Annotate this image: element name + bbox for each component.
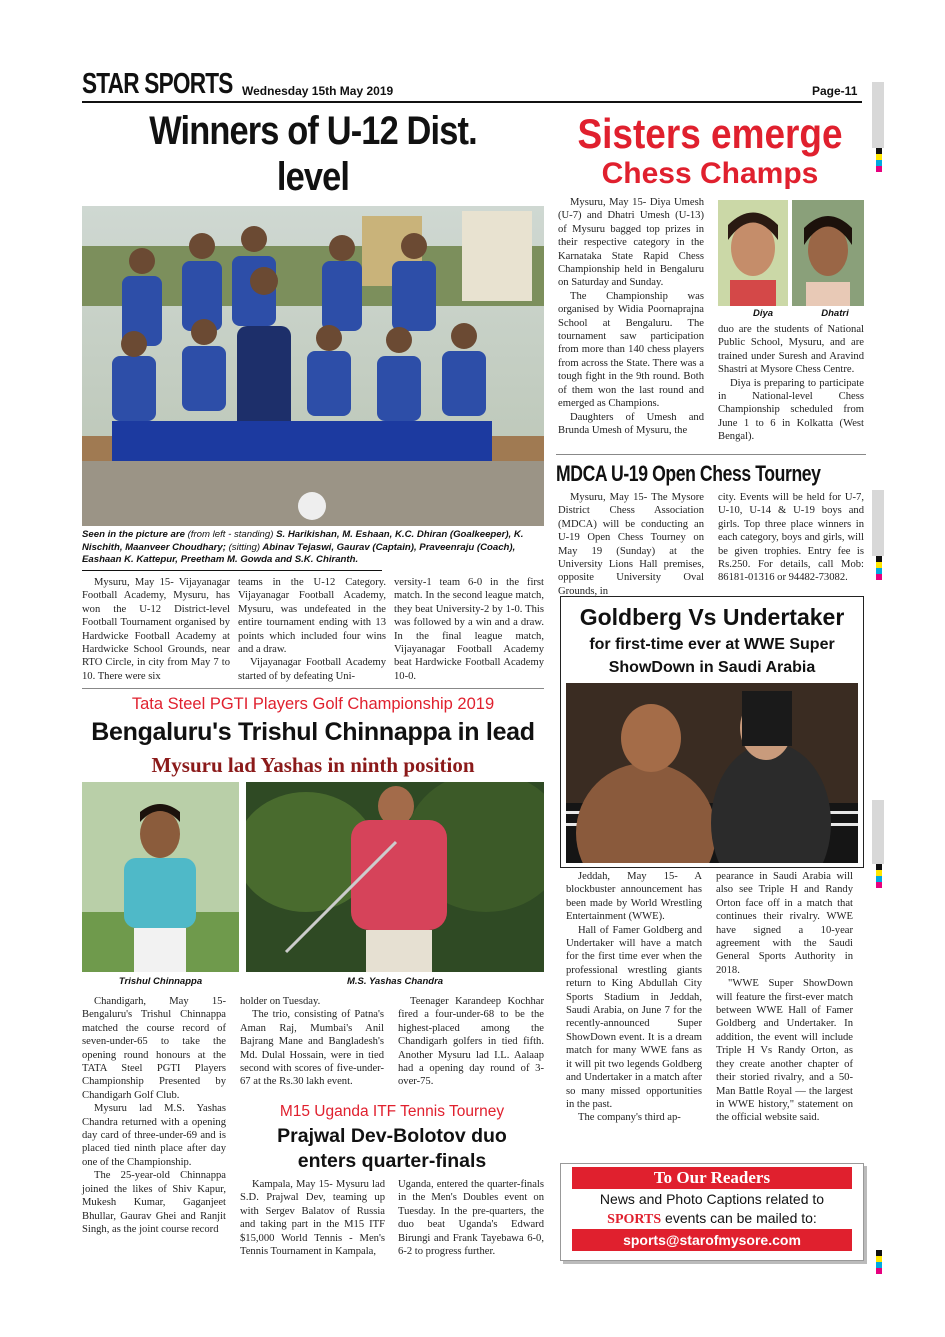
caption-underline [82,570,382,571]
tennis-col2 [398,1178,544,1258]
trishul-photo [82,782,239,972]
football-col3-text: versity-1 team 6-0 in the first match. In the second league match, they beat University-2 by 1-0. This was followed by a win and a draw. In the final league match, Vijayanagar Football Academy beat Hardwicke Football Academy 10-0. [394,577,544,682]
golf-col1 [82,995,226,1236]
mdca-headline: MDCA U-19 Open Chess Tourney [556,461,821,486]
chess-col2-text-b: Diya is preparing to participate in National-level Chess Championship scheduled from June 1 to 6 in Kolkatta (West Bengal). [718,377,864,443]
diya-photo [718,200,788,306]
dhatri-photo [792,200,864,306]
golf-col1-text-a: Chandigarh, May 15- Bengaluru's Trishul Chinnappa matched the course record of seven-under-65 to take the opening round honours at the TATA Steel PGTI Players Championship Presented by Chandigarh Golf Club. [82,996,226,1101]
chess-col1-text-b: The Championship was organised by Widia Poornaprajna School at Bengaluru. The tournament saw participation from more than 140 chess players from across the State. There was a tough fight in the 9th round. Both of them won the last round and emerged as Champions. [558,290,704,410]
chess-col1-text-c: Daughters of Umesh and Brunda Umesh of Mysuru, the [558,411,704,436]
mdca-col1 [558,491,704,598]
chess-headline-line2: Chess Champs [601,157,819,190]
readers-line1: News and Photo Captions related to [599,1191,825,1207]
readers-email[interactable]: sports@starofmysore.com [572,1229,852,1251]
caption-sitting-names: Abinav Tejaswi, Gaurav (Captain), Praveenraju (Coach), Eashaan K. Kattepur, Preetham M. Gowda and S.K. Chiranth. [82,541,516,566]
football-team-image [82,206,544,526]
golf-col2-text-a: holder on Tuesday. [240,996,321,1007]
golf-headline: Bengaluru's Trishul Chinnappa in lead [91,718,535,746]
masthead: STAR SPORTS [82,68,233,100]
caption-standing-label: (from left - standing) [187,529,274,540]
wwe-headline: Goldberg Vs Undertaker [579,604,845,630]
golf-col2-text-b: The trio, consisting of Patna's Aman Raj, Mumbai's Anil Bajrang Mane and Bangladesh's Md. Dulal Hossain, were in tied second with scores of five-under-67 at the Rs.30 lakh event. [240,1009,384,1088]
football-headline-line1: Winners of U-12 Dist. level [149,109,477,199]
football-team-photo [82,206,544,526]
caption-intro: Seen in the picture are [82,529,185,540]
chess-col1-text-a: Mysuru, May 15- Diya Umesh (U-7) and Dhatri Umesh (U-13) of Mysuru bagged top prizes in their respective category in the Karnataka State Rapid Chess Championship held in Bengaluru on Saturday and Sunday. [558,197,704,289]
tennis-col1 [240,1178,385,1258]
tennis-col1-text: Kampala, May 15- Mysuru lad S.D. Prajwal Dev, teaming up with Sergev Balatov of Russia and taking part in the M15 ITF $15,000 World Tennis - Men's Tennis Tournament in Kampala, [240,1179,385,1258]
wwe-col2-text-a: pearance in Saudi Arabia will also see Triple H and Randy Orton face off in a match that continues their rivalry. WWE have signed a 10-year agreement with the Saudi General Sports Authority in 2018. [716,871,853,976]
color-bar [876,864,882,888]
wwe-subhead-line2: ShowDown in Saudi Arabia [608,659,816,676]
wwe-col1-text-b: Hall of Famer Goldberg and Undertaker will have a match for the first time ever when the professional wrestling giants return to King Abdullah City Sports Stadium in Jeddah, Saudi Arabia, on June 7 for the recently-announced Super ShowDown event. It is a dream match for many WWE fans as it will pit two legends Goldberg and Undertaker in a match after so many missed opportunities in the past. [566,924,702,1110]
mdca-col1-text: Mysuru, May 15- The Mysore District Chess Association (MDCA) will be conducting an U-19 Open Chess Tourney on May 19 (Sunday) at the University Lions Hall premises, opposite University Oval Grounds, in [558,492,704,597]
wwe-col2-text-b: "WWE Super ShowDown will feature the first-ever match between WWE Hall of Famer Goldberg and Undertaker. In addition, the event will include Triple H Vs Randy Orton, as they create another chapter of their storied rivalry, and a 50-Man Battle Royal — the largest in WWE history," statement on the official website said. [716,978,853,1124]
football-col2-text-b: Vijayanagar Football Academy started of by defeating Uni- [238,657,386,682]
readers-sports-word: SPORTS [607,1212,662,1227]
wwe-col2 [716,870,853,1125]
trishul-caption: Trishul Chinnappa [118,976,203,987]
mdca-col2 [718,491,864,585]
wwe-col1 [566,870,702,1125]
yashas-caption: M.S. Yashas Chandra [346,976,444,987]
wwe-image [566,683,858,863]
color-bar [876,556,882,580]
trishul-image [82,782,239,972]
wwe-col1-text-a: Jeddah, May 15- A blockbuster announcement has been made by World Wrestling Entertainment (WWE). [566,871,702,923]
wwe-subhead-line1: for first-time ever at WWE Super [589,636,835,653]
wwe-col1-text-c: The company's third ap- [578,1112,681,1124]
yashas-photo [246,782,544,972]
readers-line2-rest: events can be mailed to: [661,1210,817,1226]
page-number: Page-11 [812,84,858,98]
color-bar [876,1250,882,1274]
dhatri-caption: Dhatri [821,308,849,319]
issue-date: Wednesday 15th May 2019 [242,84,394,98]
golf-col2 [240,995,384,1089]
golf-top-rule [82,688,544,689]
golf-kicker: Tata Steel PGTI Players Golf Championship 2019 [131,695,495,713]
tennis-kicker: M15 Uganda ITF Tennis Tourney [279,1103,505,1120]
tennis-headline-line1: Prajwal Dev-Bolotov duo [277,1125,507,1147]
dhatri-image [792,200,864,306]
golf-col1-text-c: The 25-year-old Chinnappa joined the likes of Shiv Kapur, Mukesh Kumar, Gaganjeet Bhullar, Gaurav Ghei and Ranjit Singh, as the joint course record [82,1170,226,1235]
readers-title: To Our Readers [572,1167,852,1189]
caption-standing-names: S. Harikishan, M. Eshaan, K.C. Dhiran (Goalkeeper), K. Nischith, Maanveer Choudhary; [82,529,524,553]
tennis-col2-text: Uganda, entered the quarter-finals in the Men's Doubles event on Tuesday. In the pre-quarters, the duo beat Uganda's Edward Birungi and Frank Tayebawa 6-0, 6-2 to progress further. [398,1179,544,1258]
football-caption [82,529,544,567]
football-col1 [82,576,230,683]
wwe-photo [566,683,858,863]
edge-strip [872,490,884,556]
chess-bottom-rule [556,454,866,455]
golf-col3-text: Teenager Karandeep Kochhar fired a four-under-68 to be the highest-placed among the Chandigarh golfers in tied fifth. Another Mysuru lad I.L. Aalaap had a opening day round of 3-over-75. [398,996,544,1088]
golf-col3 [398,995,544,1089]
football-col2-text-a: teams in the U-12 Category. Vijayanagar Football Academy, Mysuru, was undefeated in the entire tournament ending with 13 points which included four wins and a draw. [238,577,386,656]
golf-col1-text-b: Mysuru lad M.S. Yashas Chandra returned with a opening day card of three-under-69 and is placed tied ninth place after day one of the Championship. [82,1103,226,1168]
edge-strip [872,800,884,864]
football-col1-text: Mysuru, May 15- Vijayanagar Football Academy, Mysuru, has won the U-12 District-level Football Tournament organised by Hardwicke Football Academy at Hardwicke School Grounds, near RTO Circle, in city from May 7 to 10. There were six [82,577,230,682]
chess-col2-text-a: duo are the students of National Public School, Mysuru, and are trained under Suresh and Aravind Shastri at Mysore Chess Centre. [718,324,864,376]
edge-strip [872,82,884,148]
tennis-headline-line2: enters quarter-finals [297,1150,487,1172]
chess-headline-line1: Sisters emerge [577,110,843,157]
header-rule [82,101,862,103]
football-col3 [394,576,544,683]
caption-sitting-label: (sitting) [228,541,261,553]
football-col2 [238,576,386,683]
color-bar [876,148,882,172]
mdca-col2-text: city. Events will be held for U-7, U-10, U-14 & U-19 boys and girls. Top three place winners in each category, boys and girls, will be given trophies. Entry fee is Rs.250. For details, call Mob: 86181-01316 or 94482-73082. [718,492,864,584]
golf-subhead: Mysuru lad Yashas in ninth position [151,753,475,777]
diya-image [718,200,788,306]
diya-caption: Diya [752,308,774,319]
chess-col1 [558,196,704,437]
yashas-image [246,782,544,972]
chess-col2 [718,323,864,444]
readers-line2 [562,1209,862,1229]
